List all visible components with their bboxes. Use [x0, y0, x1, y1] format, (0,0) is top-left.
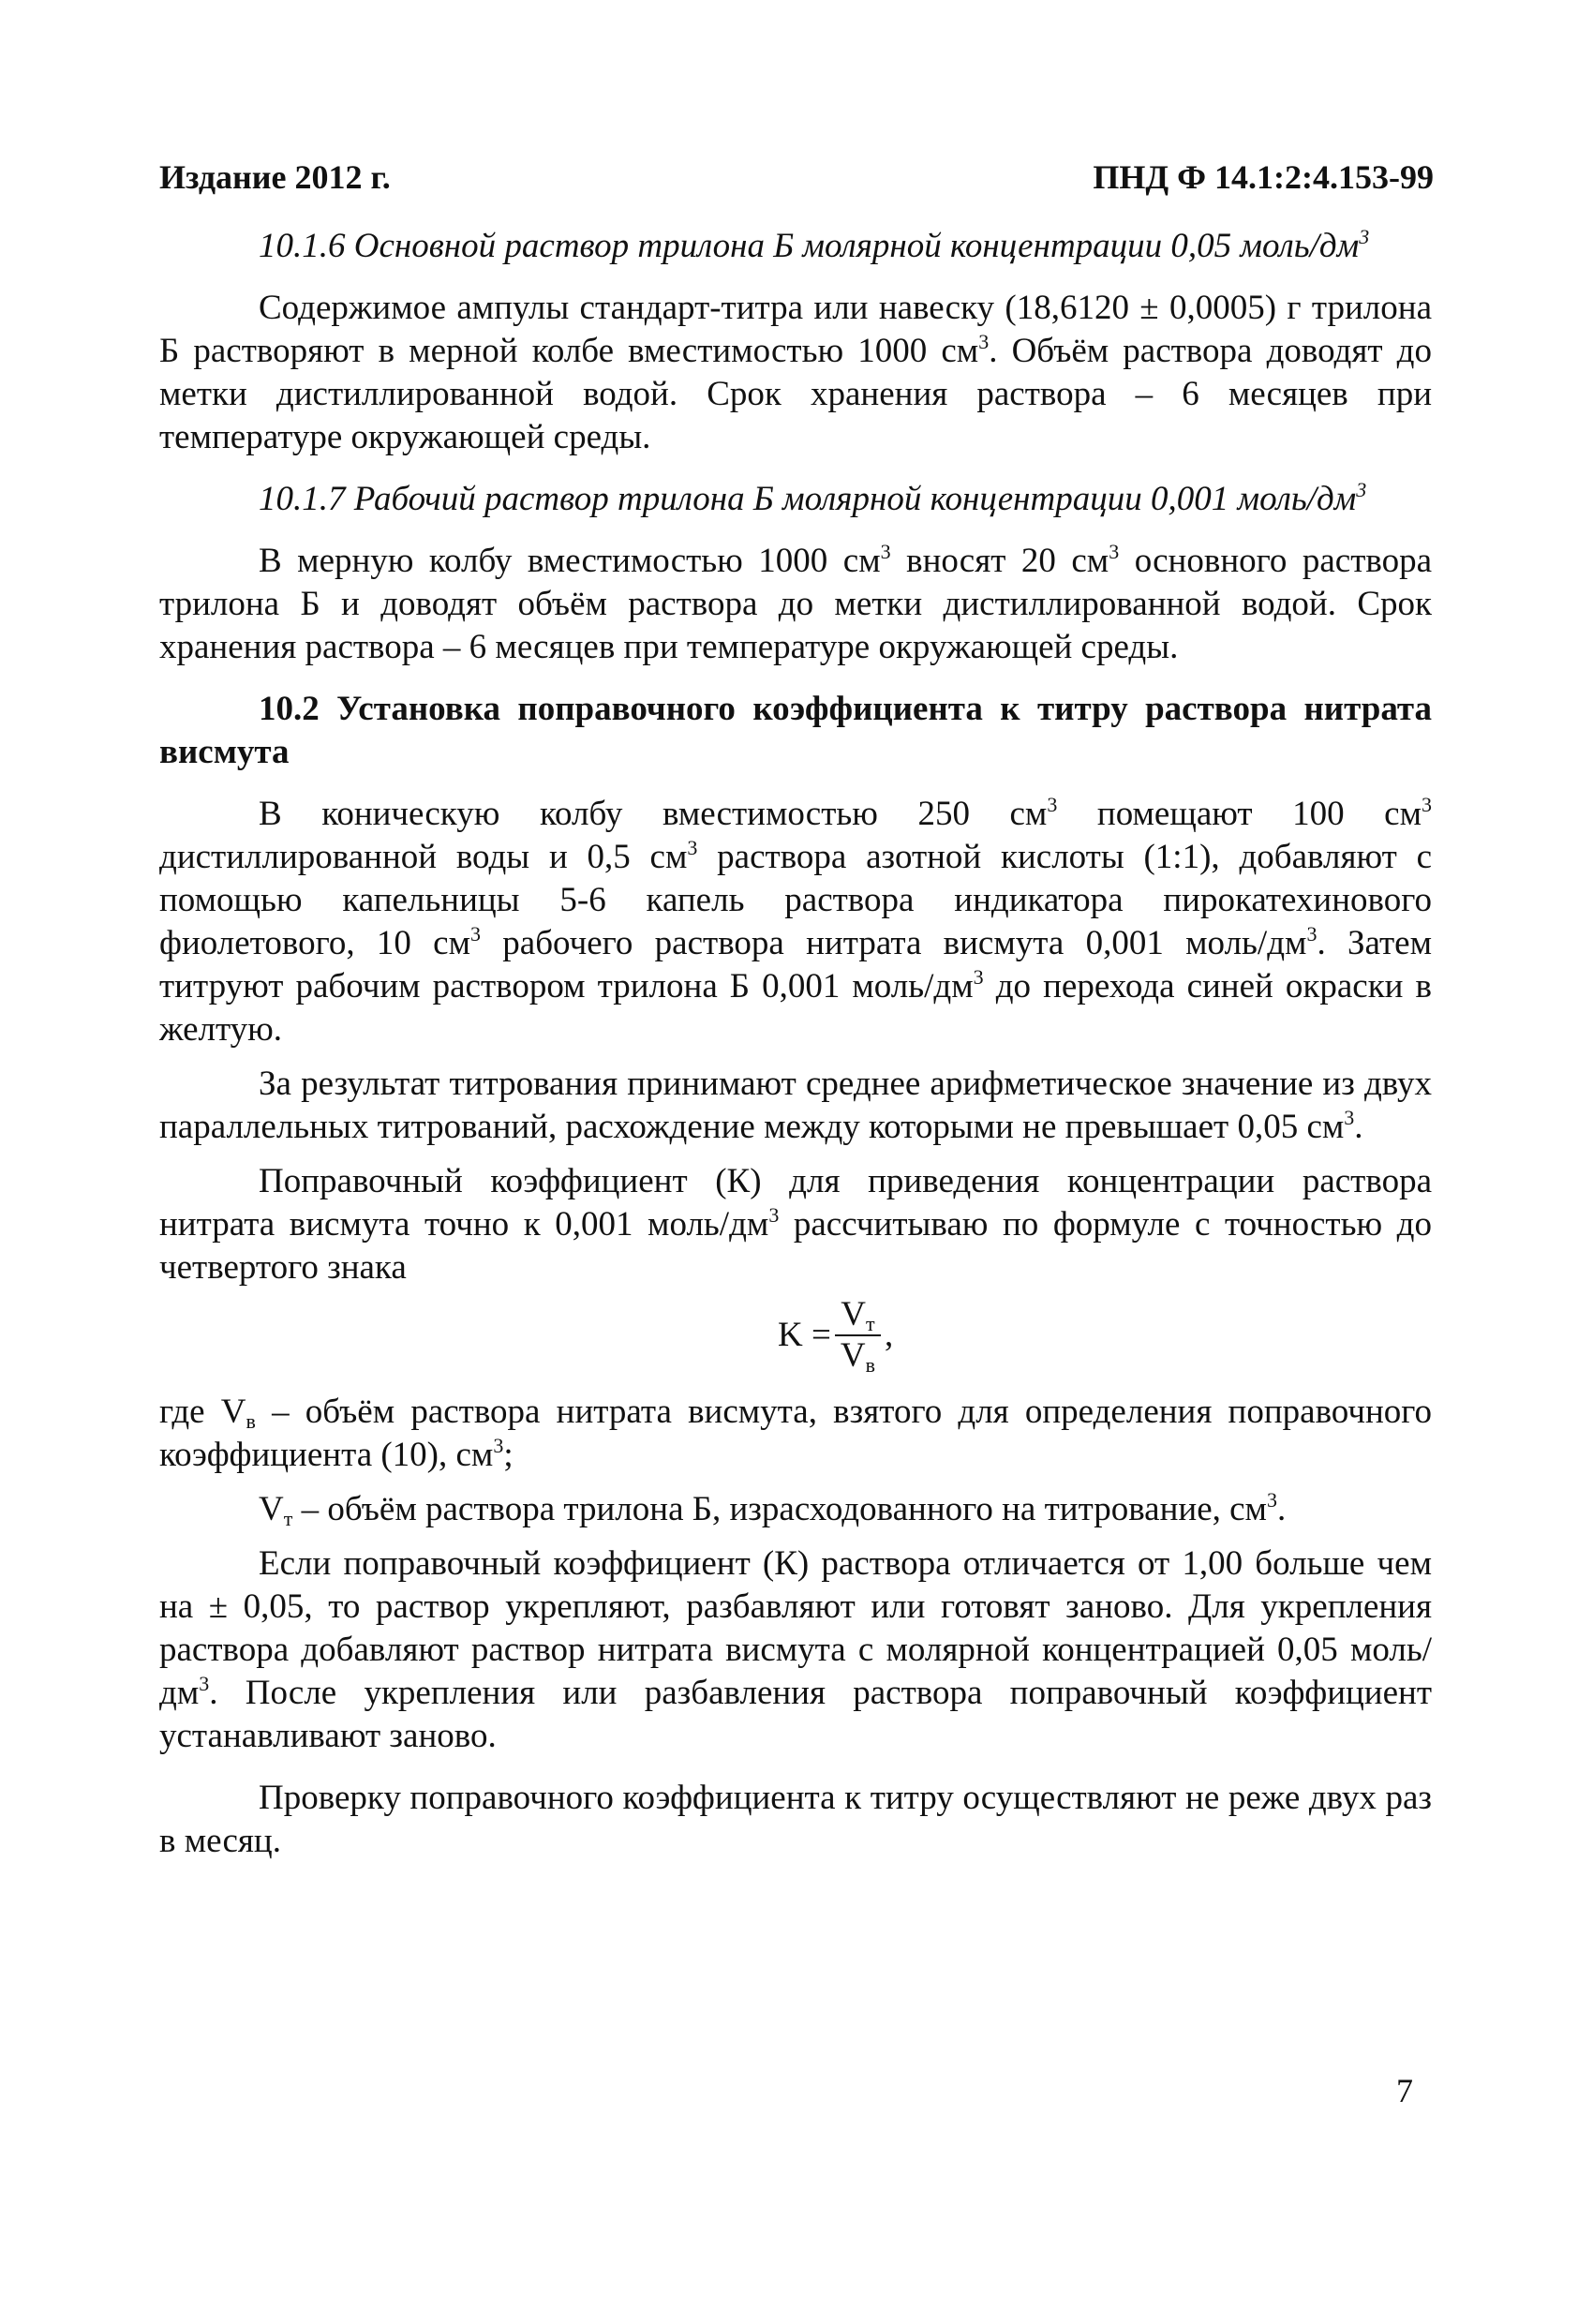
paragraph-10-1-7: В мерную колбу вместимостью 1000 $см^3$ вносят 20 $см^3$ основного раствора трилона Б и доводят объём раствора до метки дистиллированной водой. Срок хранения раствора – 6 месяцев при температуре окружающей среды.: [159, 540, 1433, 666]
formula-tail: ,: [884, 1316, 894, 1354]
paragraph-10-2-frequency: Проверку поправочного коэффициента к титру осуществляют не реже двух раз в месяц.: [159, 1779, 1432, 1860]
page-number: 7: [1396, 2072, 1413, 2109]
formula-block: [159, 1293, 1432, 1391]
document-code: ПНД Ф 14.1:2:4.153-99: [1093, 158, 1434, 196]
edition-label: Издание 2012 г.: [159, 158, 391, 196]
where-definition-vt: $V_т$ – объём раствора трилона Б, израсходованного на титрование, $см^3$.: [259, 1488, 1287, 1530]
paragraph-10-1-6: Содержимое ампулы стандарт-титра или навеску (18,6120 ± 0,0005) г трилона Б растворяют в мерной колбе вместимостью 1000 $см^3$. Объём раствора доводят до метки дистиллированной водой. Срок хранения раствора – 6 месяцев при температуре окружающей среды.: [159, 289, 1433, 456]
section-title-10-1-6: 10.1.6 Основной раствор трилона Б молярной концентрации 0,05 моль/$дм^3$: [259, 225, 1370, 265]
paragraph-10-2-adjustment: Если поправочный коэффициент (К) раствора отличается от 1,00 больше чем на ± 0,05, то раствор укрепляют, разбавляют или готовят заново. Для укрепления раствора добавляют раствор нитрата висмута с молярной концентрацией 0,05 моль/$дм^3$. После укрепления или разбавления раствора поправочный коэффициент устанавливают заново.: [159, 1544, 1432, 1755]
section-title-10-1-7: 10.1.7 Рабочий раствор трилона Б молярной концентрации 0,001 моль/$дм^3$: [259, 478, 1367, 518]
paragraph-10-2-result: За результат титрования принимают среднее арифметическое значение из двух параллельных титрований, расхождение между которыми не превышает 0,05 $см^3$.: [159, 1065, 1432, 1146]
formula-denominator: $V_в$: [840, 1336, 875, 1377]
page-content: [159, 225, 1432, 1863]
formula-fraction: [835, 1295, 881, 1376]
paragraph-10-2-coefficient: Поправочный коэффициент (К) для приведения концентрации раствора нитрата висмута точно к 0,001 моль/$дм^3$ рассчитываю по формуле с точностью до четвертого знака: [159, 1162, 1432, 1287]
formula-lhs: K =: [778, 1316, 831, 1354]
coefficient-formula: [778, 1295, 893, 1376]
section-title-10-2: 10.2 Установка поправочного коэффициента к титру раствора нитрата висмута: [159, 690, 1432, 771]
paragraph-10-2-procedure: В коническую колбу вместимостью 250 $см^3$ помещают 100 $см^3$ дистиллированной воды и 0,5 $см^3$ раствора азотной кислоты (1:1), добавляют с помощью капельницы 5-6 капель раствора индикатора пирокатехинового фиолетового, 10 $см^3$ рабочего раствора нитрата висмута 0,001 моль/$дм^3$. Затем титруют рабочим раствором трилона Б 0,001 моль/$дм^3$ до перехода синей окраски в желтую.: [159, 793, 1433, 1049]
page-header: [159, 157, 1434, 214]
where-definition-vb: где $V_в$ – объём раствора нитрата висмута, взятого для определения поправочного коэффициента (10), $см^3$;: [159, 1393, 1432, 1474]
formula-numerator: $V_т$: [841, 1295, 875, 1335]
